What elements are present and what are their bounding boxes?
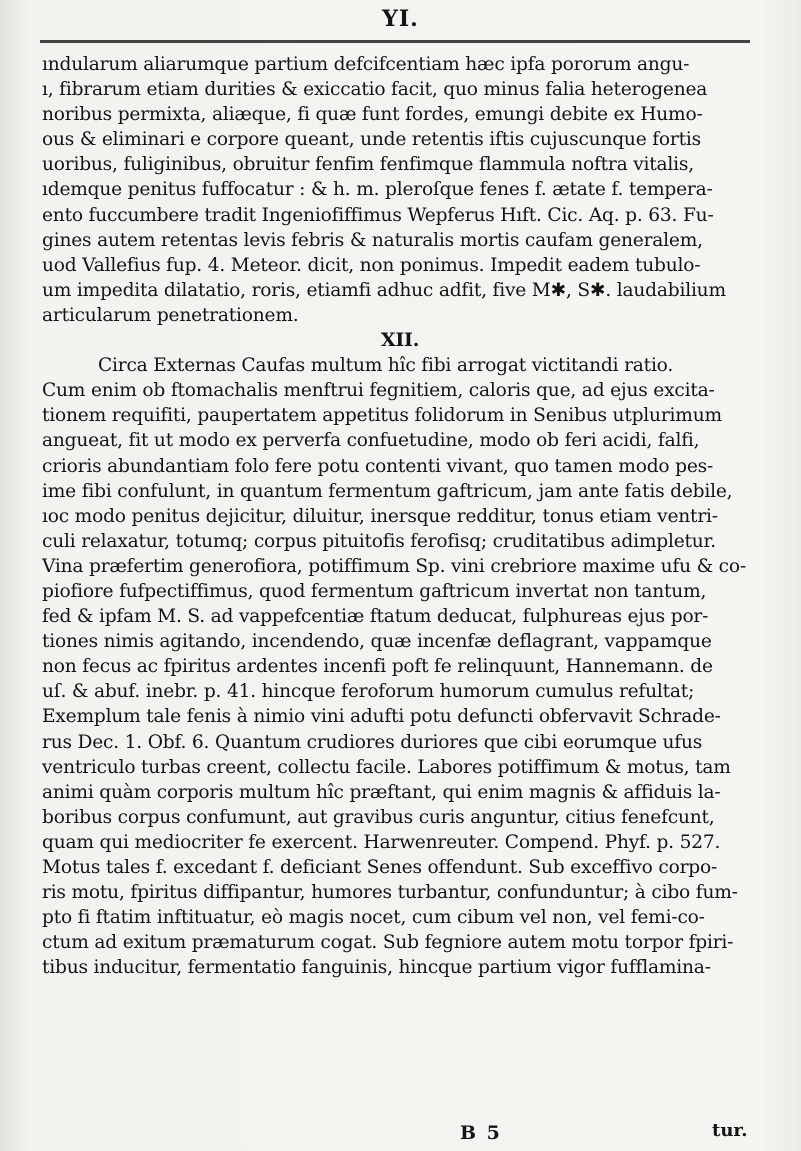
text-line: Circa Externas Caufas multum hîc fibi arrogat victitandi ratio. xyxy=(98,355,674,377)
text-line: angueat, fit ut modo ex perverfa confuetudine, modo ob feri acidi, falfi, xyxy=(42,430,700,452)
text-line: Motus tales f. excedant f. deficiant Senes offendunt. Sub exceffivo corpo- xyxy=(42,857,718,878)
text-line: culi relaxatur, totumq; corpus pituitofis ferofisq; cruditatibus adimpletur. xyxy=(42,530,716,552)
text-line: tibus inducitur, fermentatio fanguinis, hincque partium vigor fufflamina- xyxy=(42,957,711,979)
text-line: uſ. & abuf. inebr. p. 41. hincque feroforum humorum cumulus refultat; xyxy=(42,681,695,703)
body-text xyxy=(42,52,758,980)
text-line: rus Dec. 1. Obf. 6. Quantum crudiores duriores que cibi eorumque ufus xyxy=(42,731,703,753)
text-line: ime fibi confulunt, in quantum fermentum gaftricum, jam ante fatis debile, xyxy=(42,480,733,502)
text-line: tionem requifiti, paupertatem appetitus folidorum in Senibus utplurimum xyxy=(42,405,722,427)
text-line: ento fuccumbere tradit Ingeniofiffimus Wepferus Hıft. Cic. Aq. p. 63. Fu- xyxy=(42,204,714,226)
text-line: noribus permixta, aliæque, fi quæ funt fordes, emungi debite ex Humo- xyxy=(42,104,703,126)
printer-signature: B 5 xyxy=(460,1122,502,1144)
text-line: tiones nimis agitando, incendendo, quæ incenfæ deflagrant, vappamque xyxy=(42,631,712,653)
text-line: boribus corpus confumunt, aut gravibus curis anguntur, citius fenefcunt, xyxy=(42,806,715,828)
text-line: ous & eliminari e corpore queant, unde retentis iftis cujuscunque fortis xyxy=(42,129,701,151)
text-line: quam qui mediocriter fe exercent. Harwenreuter. Compend. Phyf. p. 527. xyxy=(42,831,721,853)
text-line: ındularum aliarumque partium defcifcentiam hæc ipfa pororum angu- xyxy=(42,54,690,75)
text-line: animi quàm corporis multum hîc præftant, qui enim magnis & affiduis la- xyxy=(42,781,721,803)
text-line: crioris abundantiam folo fere potu contenti vivant, quo tamen modo pes- xyxy=(42,455,714,477)
text-line: ı, fibrarum etiam durities & exiccatio facit, quo minus falia heterogenea xyxy=(42,79,708,101)
text-line: fed & ipfam M. S. ad vappefcentiæ ftatum deducat, fulphureas ejus por- xyxy=(42,606,709,628)
text-line: Vina præfertim generofiora, potiffimum Sp. vini crebriore maxime ufu & co- xyxy=(42,555,746,577)
text-line: um impedita dilatatio, roris, etiamfi adhuc adfit, five M✱, S✱. laudabilium xyxy=(42,279,726,301)
text-line: ris motu, fpiritus diffipantur, humores turbantur, confunduntur; à cibo fum- xyxy=(42,882,738,904)
text-line: pto fi ftatim inftituatur, eò magis nocet, cum cibum vel non, vel femi-co- xyxy=(42,907,705,929)
text-line: piofiore fufpectiffimus, quod fermentum gaftricum invertat non tantum, xyxy=(42,580,707,602)
page-number: ΥΙ. xyxy=(382,6,419,32)
text-line: ventriculo turbas creent, collectu facile. Labores potiffimum & motus, tam xyxy=(42,756,731,778)
catchword: tur. xyxy=(712,1120,748,1141)
text-line: articularum penetrationem. xyxy=(42,304,299,326)
text-line: ıdemque penitus fuffocatur : & h. m. pleroſque fenes f. ætate f. tempera- xyxy=(42,179,713,201)
text-line: gines autem retentas levis febris & naturalis mortis caufam generalem, xyxy=(42,229,703,251)
text-line: uod Vallefius fup. 4. Meteor. dicit, non ponimus. Impedit eadem tubulo- xyxy=(42,254,701,276)
text-line: non fecus ac fpiritus ardentes incenfi poft fe relinquunt, Hannemann. de xyxy=(42,656,713,678)
text-line: ctum ad exitum præmaturum cogat. Sub fegniore autem motu torpor fpiri- xyxy=(42,932,734,954)
section-heading: XII. xyxy=(380,329,420,352)
text-line: Cum enim ob ftomachalis menftrui fegnitiem, caloris que, ad ejus excita- xyxy=(42,380,715,402)
text-line: Exemplum tale fenis à nimio vini adufti potu defuncti obfervavit Schrade- xyxy=(42,706,721,728)
text-line: uoribus, fuliginibus, obruitur fenfim fenfimque flammula noftra vitalis, xyxy=(42,154,694,176)
text-line: ıoc modo penitus dejicitur, diluitur, inersque redditur, tonus etiam ventri- xyxy=(42,505,718,527)
header-rule xyxy=(40,40,750,43)
